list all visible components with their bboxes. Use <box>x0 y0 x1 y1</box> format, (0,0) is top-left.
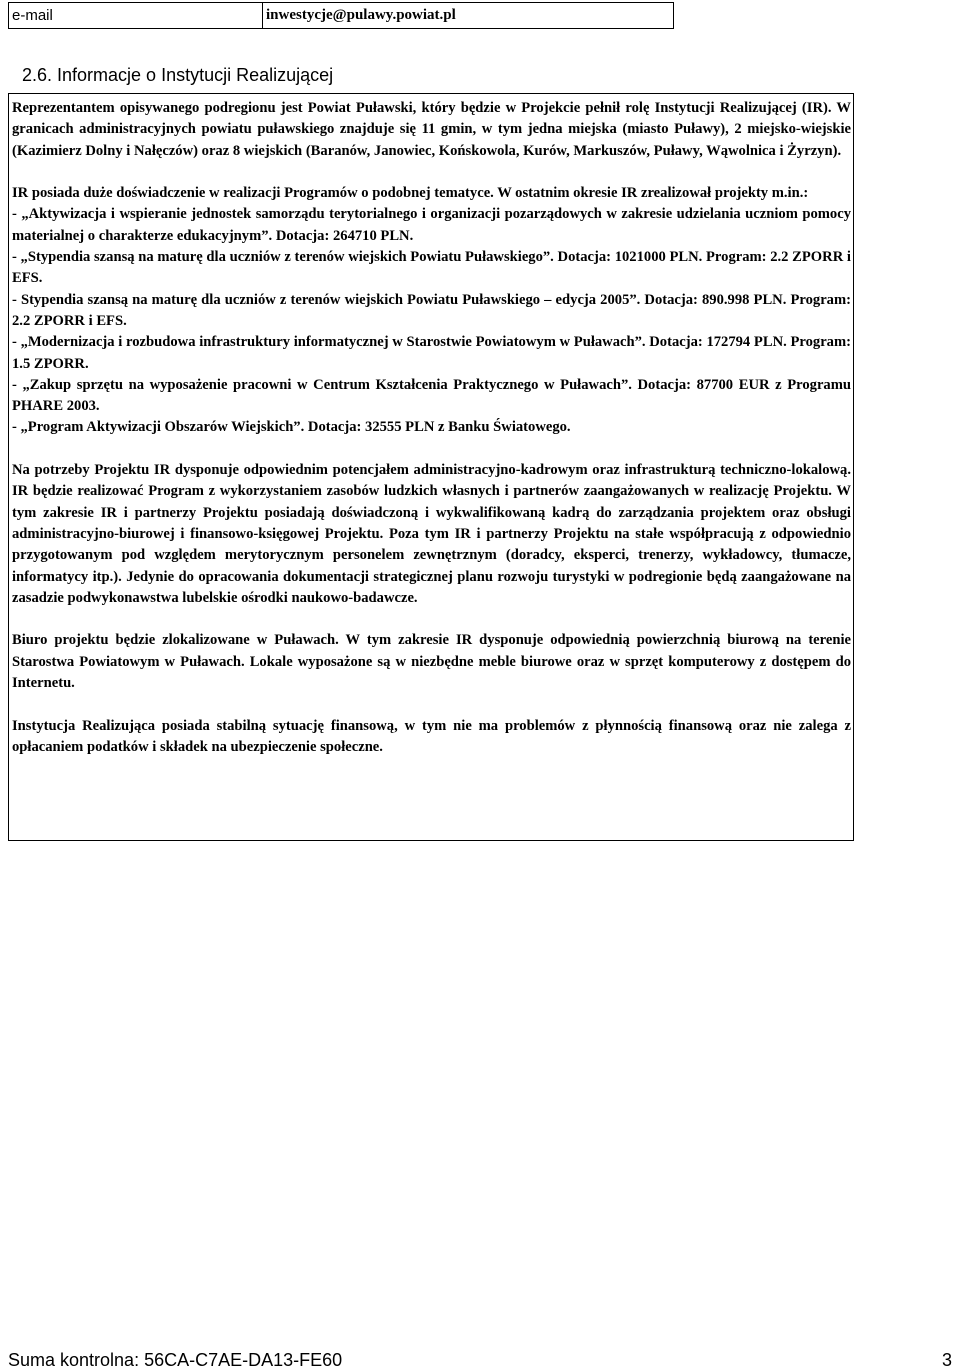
paragraph-finance <box>12 716 851 759</box>
email-value: inwestycje@pulawy.powiat.pl <box>266 7 456 23</box>
project-item: - „Program Aktywizacji Obszarów Wiejskich”. Dotacja: 32555 PLN z Banku Światowego. <box>12 419 571 436</box>
paragraph-experience <box>12 183 851 439</box>
page-footer <box>8 1349 952 1371</box>
project-item: - „Zakup sprzętu na wyposażenie pracowni w Centrum Kształcenia Praktycznego w Puławach”. Dotacja: 87700 EUR z Programu PHARE 2003. <box>12 376 851 415</box>
paragraph-capacity <box>12 460 851 609</box>
email-label: e-mail <box>9 3 263 28</box>
office-text: Biuro projektu będzie zlokalizowane w Puławach. W tym zakresie IR dysponuje odpowiednią powierzchnią biurową na terenie Starostwa Powiatowym w Puławach. Lokale wyposażone są w niezbędne meble biurowe oraz w sprzęt komputerowy z dostępem do Internetu. <box>12 632 851 692</box>
capacity-text: Na potrzeby Projektu IR dysponuje odpowiednim potencjałem administracyjno-kadrowym oraz infrastrukturą techniczno-lokalową. IR będzie realizować Program z wykorzystaniem zasobów ludzkich własnych i partnerów zaangażowanych w realizację Projektu. W tym zakresie IR i partnerzy Projektu posiadają doświadczoną i wykwalifikowaną kadrą do zarządzania projektem oraz obsługi administracyjno-biurowej i finansowo-księgowej Projektu. Poza tym IR i partnerzy Projektu na stałe współpracują z odpowiednio przygotowanym pod względem merytorycznym personelem zewnętrznym (doradcy, eksperci, trenerzy, wykładowcy, tłumacze, informatycy itp.). Jedynie do opracowania dokumentacji strategicznej planu rozwoju turystyki w podregionie będą zaangażowane na zasadzie podwykonawstwa lubelskie ośrodki naukowo-badawcze. <box>12 462 851 606</box>
project-item: - „Aktywizacja i wspieranie jednostek samorządu terytorialnego i organizacji pozarządowych w zakresie udzielania uczniom pomocy materialnej o charakterze edukacyjnym”. Dotacja: 264710 PLN. <box>12 206 851 244</box>
experience-intro: IR posiada duże doświadczenie w realizacji Programów o podobnej tematyce. W ostatnim okresie IR zrealizował projekty m.in.: <box>12 185 809 202</box>
section-title: 2.6. Informacje o Instytucji Realizującej <box>22 65 334 85</box>
project-item: - Stypendia szansą na maturę dla uczniów z terenów wiejskich Powiatu Puławskiego – edycja 2005”. Dotacja: 890.998 PLN. Program: 2.2 ZPORR i EFS. <box>12 291 851 329</box>
project-item: - „Stypendia szansą na maturę dla uczniów z terenów wiejskich Powiatu Puławskiego”. Dotacja: 1021000 PLN. Program: 2.2 ZPORR i EFS. <box>12 249 851 287</box>
institution-info-box <box>8 93 854 841</box>
page-number: 3 <box>941 1350 952 1370</box>
email-row <box>8 2 674 29</box>
paragraph-office <box>12 630 851 694</box>
paragraph-overview <box>12 98 851 162</box>
project-item: - „Modernizacja i rozbudowa infrastruktury informatycznej w Starostwie Powiatowym w Puławach”. Dotacja: 172794 PLN. Program: 1.5 ZPORR. <box>12 334 851 372</box>
checksum: Suma kontrolna: 56CA-C7AE-DA13-FE60 <box>8 1350 343 1370</box>
finance-text: Instytucja Realizująca posiada stabilną sytuację finansową, w tym nie ma problemów z płynnością finansową oraz nie zalega z opłacaniem podatków i składek na ubezpieczenie społeczne. <box>12 717 851 755</box>
overview-text: Reprezentantem opisywanego podregionu jest Powiat Puławski, który będzie w Projekcie pełnił rolę Instytucji Realizującej (IR). W granicach administracyjnych powiatu puławskiego znajduje się 11 gmin, w tym jedna miejska (miasto Puławy), 2 miejsko-wiejskie (Kazimierz Dolny i Nałęczów) oraz 8 wiejskich (Baranów, Janowiec, Końskowola, Kurów, Markuszów, Puławy, Wąwolnica i Żyrzyn). <box>12 100 851 159</box>
